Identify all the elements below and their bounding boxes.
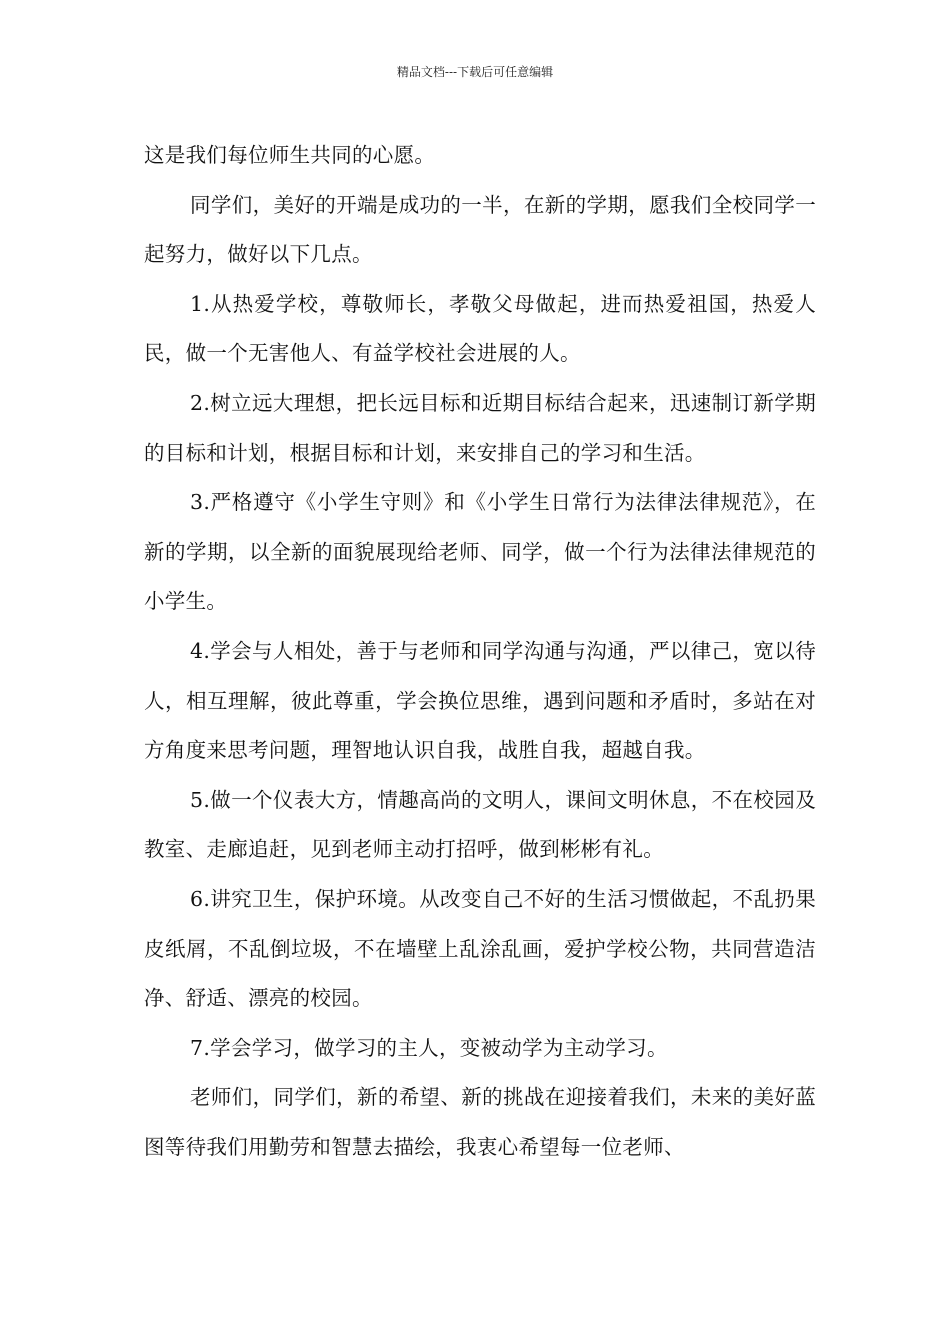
document-body (144, 131, 816, 1172)
page-header: 精品文档---下载后可任意编辑 (396, 65, 554, 79)
paragraph-item-5: 5.做一个仪表大方，情趣高尚的文明人，课间文明休息，不在校园及教室、走廊追赶，见到老师主动打招呼，做到彬彬有礼。 (144, 787, 816, 862)
paragraph-item-3: 3.严格遵守《小学生守则》和《小学生日常行为法律法律规范》，在新的学期，以全新的面貌展现给老师、同学，做一个行为法律法律规范的小学生。 (144, 490, 816, 614)
paragraph-1: 这是我们每位师生共同的心愿。 (144, 143, 436, 167)
paragraph-item-2: 2.树立远大理想，把长远目标和近期目标结合起来，迅速制订新学期的目标和计划，根据目标和计划，来安排自己的学习和生活。 (144, 390, 816, 465)
paragraph-item-7: 7.学会学习，做学习的主人，变被动学为主动学习。 (190, 1035, 668, 1060)
paragraph-item-4: 4.学会与人相处，善于与老师和同学沟通与沟通，严以律己，宽以待人，相互理解，彼此尊重，学会换位思维，遇到问题和矛盾时，多站在对方角度来思考问题，理智地认识自我，战胜自我，超越自我。 (144, 638, 816, 763)
paragraph-2: 同学们，美好的开端是成功的一半，在新的学期，愿我们全校同学一起努力，做好以下几点。 (144, 192, 816, 267)
paragraph-item-1: 1.从热爱学校，尊敬师长，孝敬父母做起，进而热爱祖国，热爱人民，做一个无害他人、有益学校社会进展的人。 (144, 291, 816, 366)
paragraph-item-6: 6.讲究卫生，保护环境。从改变自己不好的生活习惯做起，不乱扔果皮纸屑，不乱倒垃圾，不在墙壁上乱涂乱画，爱护学校公物，共同营造洁净、舒适、漂亮的校园。 (144, 886, 816, 1011)
paragraph-closing: 老师们，同学们，新的希望、新的挑战在迎接着我们，未来的美好蓝图等待我们用勤劳和智慧去描绘，我衷心希望每一位老师、 (144, 1085, 816, 1159)
